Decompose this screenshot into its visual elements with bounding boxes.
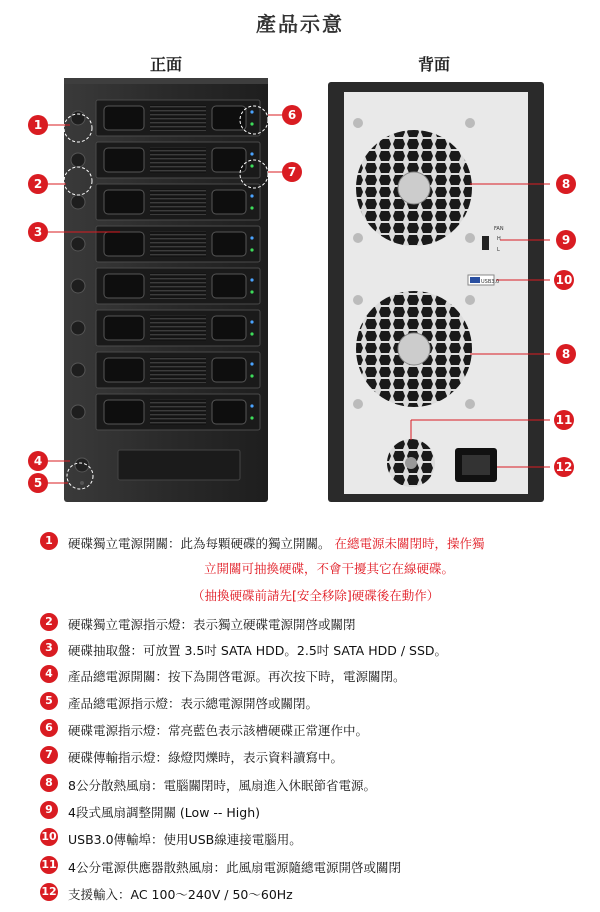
back-label: 背面: [418, 55, 451, 74]
callout-5: 5: [28, 473, 48, 493]
usb-label: USB3.0: [481, 279, 500, 285]
callout-12: 12: [554, 457, 574, 477]
callout-1: 1: [28, 115, 48, 135]
legend-num: 8: [40, 774, 58, 792]
legend-num: 12: [40, 883, 58, 901]
legend-num: 9: [40, 801, 58, 819]
legend-warning-line2: 立開關可抽換硬碟，不會干擾其它在線硬碟。: [204, 561, 455, 576]
legend-text: 硬碟獨立電源開關：此為每顆硬碟的獨立開關。: [68, 536, 331, 551]
legend-num: 6: [40, 719, 58, 737]
legend-text: 硬碟電源指示燈：常亮藍色表示該槽硬碟正常運作中。: [68, 723, 369, 738]
callout-4: 4: [28, 451, 48, 471]
legend-num: 10: [40, 828, 58, 846]
back-device-image: [0, 78, 600, 508]
legend-num: 3: [40, 639, 58, 657]
callout-9: 9: [556, 230, 576, 250]
fan-label: FAN: [494, 226, 504, 232]
legend-num: 7: [40, 746, 58, 764]
callout-8b: 8: [556, 344, 576, 364]
legend-text: 硬碟獨立電源指示燈：表示獨立硬碟電源開啓或關閉: [68, 617, 356, 632]
page-title: 產品示意: [256, 12, 344, 36]
legend-num: 11: [40, 856, 58, 874]
legend-text: USB3.0傳輸埠：使用USB線連接電腦用。: [68, 832, 302, 847]
legend-text: 產品總電源指示燈：表示總電源開啓或關閉。: [68, 696, 319, 711]
legend-text: 支援輸入：AC 100～240V / 50～60Hz: [68, 887, 293, 902]
legend-text: 4段式風扇調整開關 (Low -- High): [68, 805, 260, 820]
legend-num: 1: [40, 532, 58, 550]
fan-low-label: L: [497, 247, 500, 253]
callout-8a: 8: [556, 174, 576, 194]
legend-text: 硬碟抽取盤：可放置 3.5吋 SATA HDD。2.5吋 SATA HDD / SSD。: [68, 643, 448, 658]
callout-3: 3: [28, 222, 48, 242]
legend-text: 硬碟傳輸指示燈：綠燈閃爍時，表示資料讀寫中。: [68, 750, 344, 765]
legend-warning-line3: （抽換硬碟前請先[安全移除]硬碟後在動作）: [192, 588, 440, 603]
legend-num: 2: [40, 613, 58, 631]
callout-2: 2: [28, 174, 48, 194]
legend-num: 5: [40, 692, 58, 710]
legend-text: 8公分散熱風扇：電腦關閉時，風扇進入休眠節省電源。: [68, 778, 376, 793]
callout-7: 7: [282, 162, 302, 182]
legend-num: 4: [40, 665, 58, 683]
legend-text: 產品總電源開關：按下為開啓電源。再次按下時，電源關閉。: [68, 669, 406, 684]
legend-warning: 在總電源未關閉時，操作獨: [334, 536, 485, 551]
callout-6: 6: [282, 105, 302, 125]
callout-10: 10: [554, 270, 574, 290]
fan-high-label: H: [497, 236, 501, 242]
front-label: 正面: [150, 55, 183, 74]
callout-11: 11: [554, 410, 574, 430]
legend-text: 4公分電源供應器散熱風扇：此風扇電源隨總電源開啓或關閉: [68, 860, 401, 875]
